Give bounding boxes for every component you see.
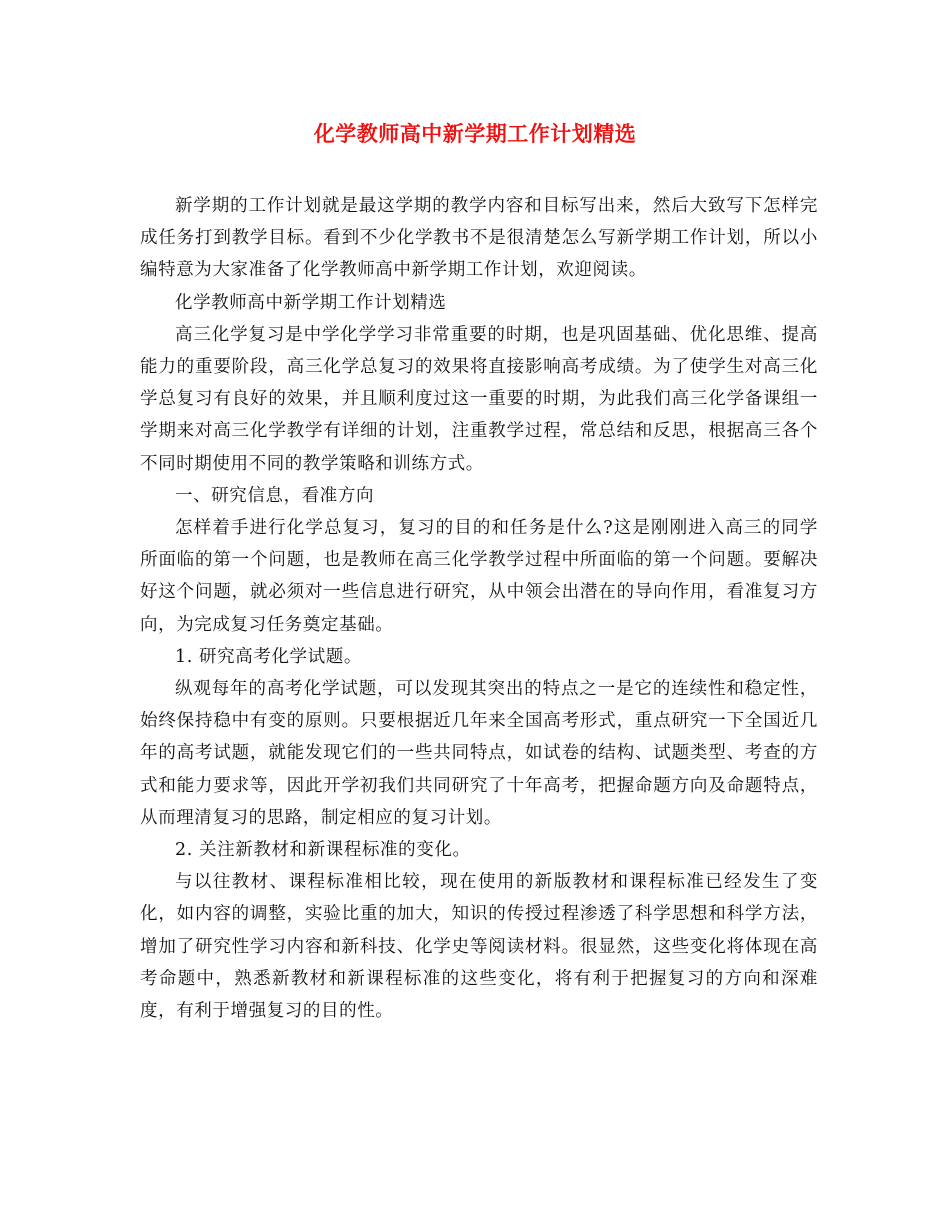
paragraph-intro: 新学期的工作计划就是最这学期的教学内容和目标写出来，然后大致写下怎样完成任务打到教学目标。看到不少化学教书不是很清楚怎么写新学期工作计划，所以小编特意为大家准备了化学教师高中新学期工作计划，欢迎阅读。 — [140, 196, 818, 281]
document-title: 化学教师高中新学期工作计划精选 — [313, 121, 637, 146]
paragraph-section-1: 怎样着手进行化学总复习，复习的目的和任务是什么?这是刚刚进入高三的同学所面临的第一个问题，也是教师在高三化学教学过程中所面临的第一个问题。要解决好这个问题，就必须对一些信息进行研究，从中领会出潜在的导向作用，看准复习方向，为完成复习任务奠定基础。 — [140, 518, 818, 635]
subheading-2: 2. 关注新教材和新课程标准的变化。 — [175, 840, 471, 861]
section-heading-1: 一、研究信息，看准方向 — [175, 485, 375, 506]
paragraph-subsection-2: 与以往教材、课程标准相比较，现在使用的新版教材和课程标准已经发生了变化，如内容的调整，实验比重的加大，知识的传授过程渗透了科学思想和科学方法，增加了研究性学习内容和新科技、化学史等阅读材料。很显然，这些变化将体现在高考命题中，熟悉新教材和新课程标准的这些变化，将有利于把握复习的方向和深难度，有利于增强复习的目的性。 — [140, 872, 818, 1022]
subheading-1: 1. 研究高考化学试题。 — [175, 646, 362, 667]
paragraph-overview: 高三化学复习是中学化学学习非常重要的时期，也是巩固基础、优化思维、提高能力的重要阶段，高三化学总复习的效果将直接影响高考成绩。为了使学生对高三化学总复习有良好的效果，并且顺利度过这一重要的时期，为此我们高三化学备课组一学期来对高三化学教学有详细的计划，注重教学过程，常总结和反思，根据高三各个不同时期使用不同的教学策略和训练方式。 — [140, 324, 818, 474]
paragraph-subtitle: 化学教师高中新学期工作计划精选 — [175, 292, 447, 313]
document-body — [140, 190, 818, 1027]
paragraph-subsection-1: 纵观每年的高考化学试题，可以发现其突出的特点之一是它的连续性和稳定性，始终保持稳中有变的原则。只要根据近几年来全国高考形式，重点研究一下全国近几年的高考试题，就能发现它们的一些共同特点，如试卷的结构、试题类型、考查的方式和能力要求等，因此开学初我们共同研究了十年高考，把握命题方向及命题特点，从而理清复习的思路，制定相应的复习计划。 — [140, 679, 818, 828]
